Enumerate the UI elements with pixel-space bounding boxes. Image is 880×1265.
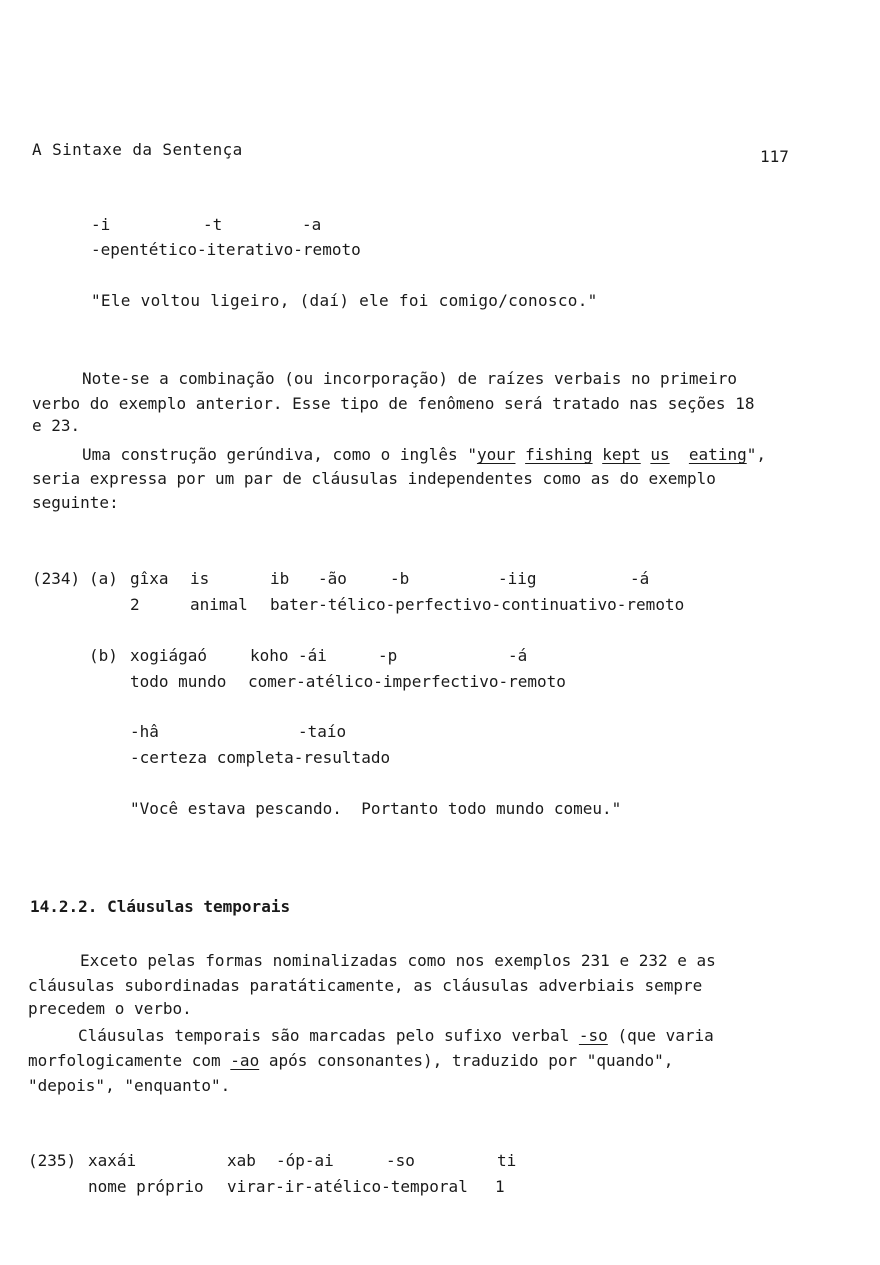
text-line: cláusulas subordinadas paratáticamente, as cláusulas adverbiais sempre <box>28 976 703 995</box>
text-span: após consonantes), traduzido por "quando", <box>259 1051 674 1070</box>
word: gîxa <box>130 569 169 588</box>
suffix-so: -so <box>578 1026 608 1045</box>
text-line: verbo do exemplo anterior. Esse tipo de fenômeno será tratado nas seções 18 <box>32 394 755 413</box>
example-label: (b) <box>89 646 118 665</box>
word: xab <box>227 1151 256 1170</box>
example-number: (234) <box>32 569 81 588</box>
english-word: kept <box>602 445 641 464</box>
gloss-morpheme: -t <box>203 215 223 234</box>
text-line: seguinte: <box>32 493 119 512</box>
text-line: Exceto pelas formas nominalizadas como nos exemplos 231 e 232 e as <box>80 951 716 970</box>
text-span: ", <box>746 445 766 464</box>
word: xogiágaó <box>130 646 208 665</box>
english-word: your <box>476 445 516 464</box>
example-number: (235) <box>28 1151 77 1170</box>
translation-line: "Você estava pescando. Portanto todo mundo comeu." <box>130 799 622 818</box>
word: koho <box>250 646 289 665</box>
english-word: fishing <box>525 445 593 464</box>
page-number: 117 <box>760 147 789 166</box>
word: -óp-ai <box>276 1151 334 1170</box>
word: -iig <box>498 569 537 588</box>
word: -ái <box>298 646 327 665</box>
word: xaxái <box>88 1151 137 1170</box>
text-span: Uma construção gerúndiva, como o inglês " <box>82 445 477 464</box>
gloss: todo mundo <box>130 672 227 691</box>
word: is <box>190 569 210 588</box>
text-line: e 23. <box>32 416 81 435</box>
gloss-morpheme: -a <box>302 215 322 234</box>
text-line <box>28 1051 673 1071</box>
text-line: precedem o verbo. <box>28 999 192 1018</box>
gloss: 2 <box>130 595 140 614</box>
section-heading: 14.2.2. Cláusulas temporais <box>30 897 291 916</box>
word: -so <box>386 1151 415 1170</box>
text-span: Cláusulas temporais são marcadas pelo sufixo verbal <box>78 1026 579 1045</box>
gloss: comer-atélico-imperfectivo-remoto <box>248 672 566 691</box>
running-header-title: A Sintaxe da Sentença <box>32 140 243 159</box>
translation-line: "Ele voltou ligeiro, (daí) ele foi comigo/conosco." <box>91 291 598 310</box>
text-line <box>78 1026 714 1046</box>
gloss: virar-ir-atélico-temporal <box>227 1177 468 1196</box>
english-word: eating <box>688 445 747 464</box>
gloss: bater-télico-perfectivo-continuativo-remoto <box>270 595 685 614</box>
word: -á <box>630 569 650 588</box>
text-line: seria expressa por um par de cláusulas independentes como as do exemplo <box>32 469 716 488</box>
example-label: (a) <box>89 569 118 588</box>
gloss: nome próprio <box>88 1177 204 1196</box>
text-span: morfologicamente com <box>28 1051 231 1070</box>
suffix-ao: -ao <box>230 1051 260 1070</box>
english-word: us <box>650 445 670 464</box>
text-line <box>82 445 766 465</box>
word: ti <box>497 1151 517 1170</box>
text-line: "depois", "enquanto". <box>28 1076 231 1095</box>
gloss-morpheme: -i <box>91 215 111 234</box>
word: -hâ <box>130 722 159 741</box>
word: -á <box>508 646 528 665</box>
gloss: animal <box>190 595 248 614</box>
text-span: (que varia <box>607 1026 714 1045</box>
gloss-line: -epentético-iterativo-remoto <box>91 240 361 259</box>
word: -ão <box>318 569 347 588</box>
text-line: Note-se a combinação (ou incorporação) de raízes verbais no primeiro <box>82 369 738 388</box>
word: ib <box>270 569 290 588</box>
gloss: -certeza completa-resultado <box>130 748 391 767</box>
gloss: 1 <box>495 1177 505 1196</box>
word: -b <box>390 569 410 588</box>
word: -taío <box>298 722 347 741</box>
word: -p <box>378 646 398 665</box>
